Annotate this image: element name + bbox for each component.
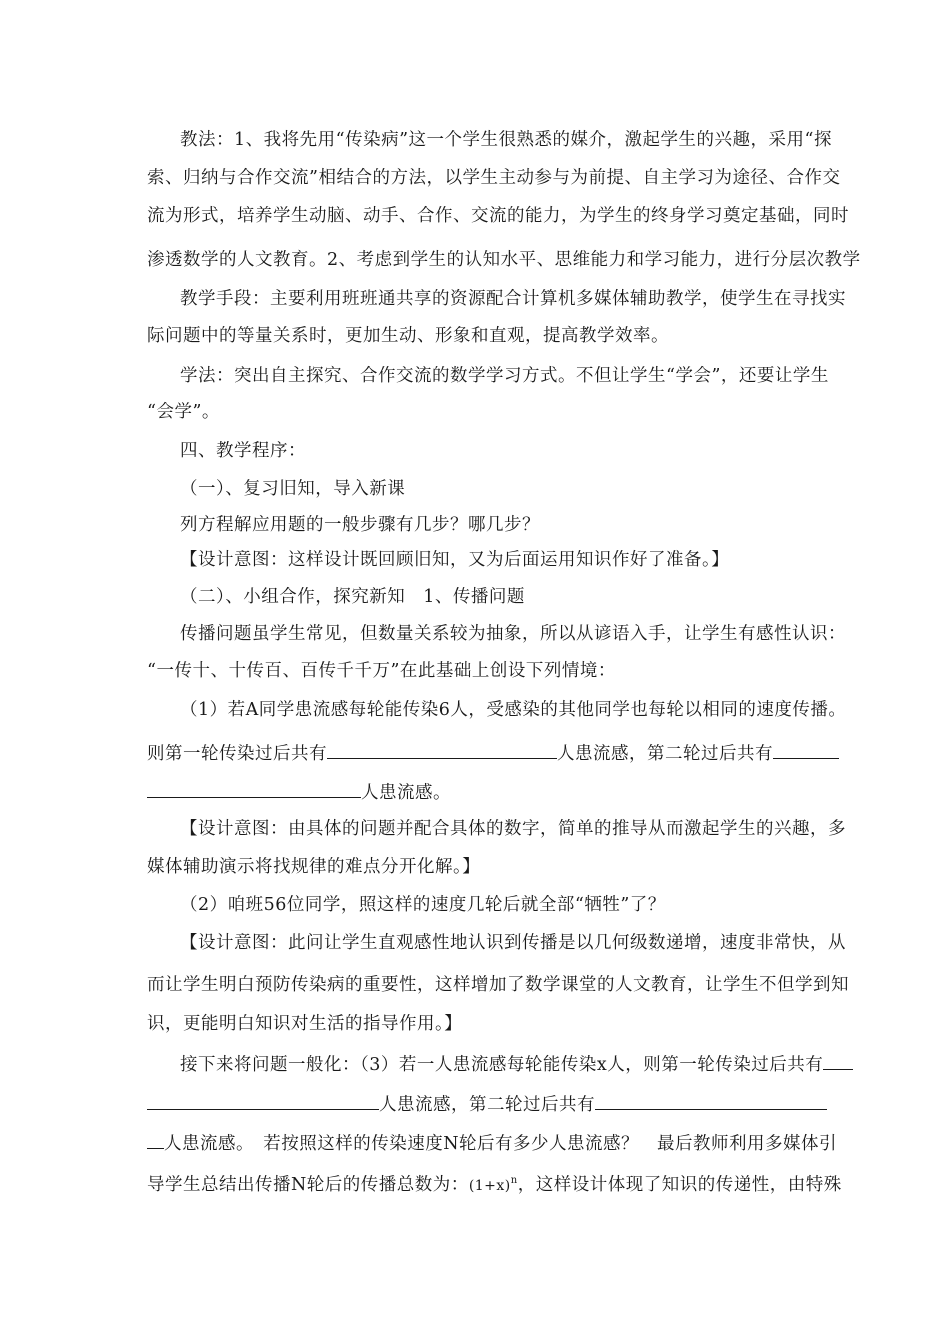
answer-blank-2b[interactable]	[147, 779, 361, 798]
design-intent-3-line-2: 而让学生明白预防传染病的重要性，这样增加了数学课堂的人文教育，让学生不但学到知	[147, 975, 849, 995]
question-1-line-2	[147, 740, 827, 766]
section-heading-procedure: 四、教学程序：	[180, 441, 306, 461]
subsection-heading-review: （一）、复习旧知，导入新课	[180, 479, 406, 499]
design-intent-2-line-1: 【设计意图：由具体的问题并配合具体的数字，简单的推导从而激起学生的兴趣，多	[180, 819, 846, 839]
question-1-text-a: 则第一轮传染过后共有	[147, 744, 327, 764]
teaching-method-line-1: 教法：1、我将先用“传染病”这一个学生很熟悉的媒介，激起学生的兴趣，采用“探	[180, 130, 832, 150]
teaching-method-line-2: 索、归纳与合作交流”相结合的方法，以学生主动参与为前提、自主学习为途径、合作交	[147, 168, 841, 188]
question-3-text-d: 导学生总结出传播N轮后的传播总数为：	[147, 1174, 469, 1195]
answer-blank-3a[interactable]	[823, 1051, 853, 1070]
learning-method-line-2: “会学”。	[147, 402, 220, 422]
question-3-text-e: ，这样设计体现了知识的传递性，由特殊	[517, 1174, 842, 1195]
question-3-line-2	[147, 1091, 827, 1117]
learning-method-line-1: 学法：突出自主探究、合作交流的数学学习方式。不但让学生“学会”，还要让学生	[180, 366, 829, 386]
design-intent-1: 【设计意图：这样设计既回顾旧知，又为后面运用知识作好了准备。】	[180, 550, 730, 570]
question-1-line-1: （1）若A同学患流感每轮能传染6人，受感染的其他同学也每轮以相同的速度传播。	[180, 700, 847, 720]
spread-intro-line-1: 传播问题虽学生常见，但数量关系较为抽象，所以从谚语入手，让学生有感性认识：	[180, 624, 846, 644]
formula-exponent: n	[510, 1175, 518, 1186]
question-1-text-c: 人患流感。	[361, 783, 451, 803]
answer-blank-1[interactable]	[327, 740, 557, 759]
question-1-line-3	[147, 779, 827, 805]
design-intent-2-line-2: 媒体辅助演示将找规律的难点分开化解。】	[147, 857, 481, 877]
teaching-means-line-2: 际问题中的等量关系时，更加生动、形象和直观，提高教学效率。	[147, 326, 669, 346]
answer-blank-4a[interactable]	[595, 1091, 827, 1110]
design-intent-3-line-3: 识，更能明白知识对生活的指导作用。】	[147, 1014, 463, 1034]
teaching-method-line-4: 渗透数学的人文教育。2、考虑到学生的认知水平、思维能力和学习能力，进行分层次教学	[147, 250, 861, 270]
subsection-heading-explore: （二）、小组合作，探究新知 1、传播问题	[180, 587, 525, 607]
question-2: （2）咱班56位同学，照这样的速度几轮后就全部“牺牲”了？	[180, 895, 666, 915]
question-3-text-b: 人患流感，第二轮过后共有	[379, 1095, 595, 1115]
spread-intro-line-2: “一传十、十传百、百传千千万”在此基础上创设下列情境：	[147, 661, 616, 681]
answer-blank-2a[interactable]	[773, 740, 839, 759]
question-3-text-c: 人患流感。 若按照这样的传染速度N轮后有多少人患流感？ 最后教师利用多媒体引	[164, 1134, 838, 1154]
question-1-text-b: 人患流感，第二轮过后共有	[557, 744, 773, 764]
question-3-line-4	[147, 1169, 842, 1198]
teaching-means-line-1: 教学手段：主要利用班班通共享的资源配合计算机多媒体辅助教学，使学生在寻找实	[180, 289, 846, 309]
formula-base: (1+x)	[468, 1177, 511, 1194]
design-intent-3-line-1: 【设计意图：此问让学生直观感性地认识到传播是以几何级数递增，速度非常快，从	[180, 933, 846, 953]
answer-blank-3b[interactable]	[147, 1091, 379, 1110]
question-3-line-3	[147, 1130, 838, 1156]
question-3-text-a: 接下来将问题一般化：（3）若一人患流感每轮能传染x人，则第一轮传染过后共有	[180, 1055, 824, 1075]
review-question: 列方程解应用题的一般步骤有几步？哪几步？	[180, 515, 540, 535]
teaching-method-line-3: 流为形式，培养学生动脑、动手、合作、交流的能力，为学生的终身学习奠定基础，同时	[147, 206, 849, 226]
answer-blank-4b[interactable]	[147, 1130, 164, 1149]
question-3-line-1	[180, 1051, 860, 1077]
